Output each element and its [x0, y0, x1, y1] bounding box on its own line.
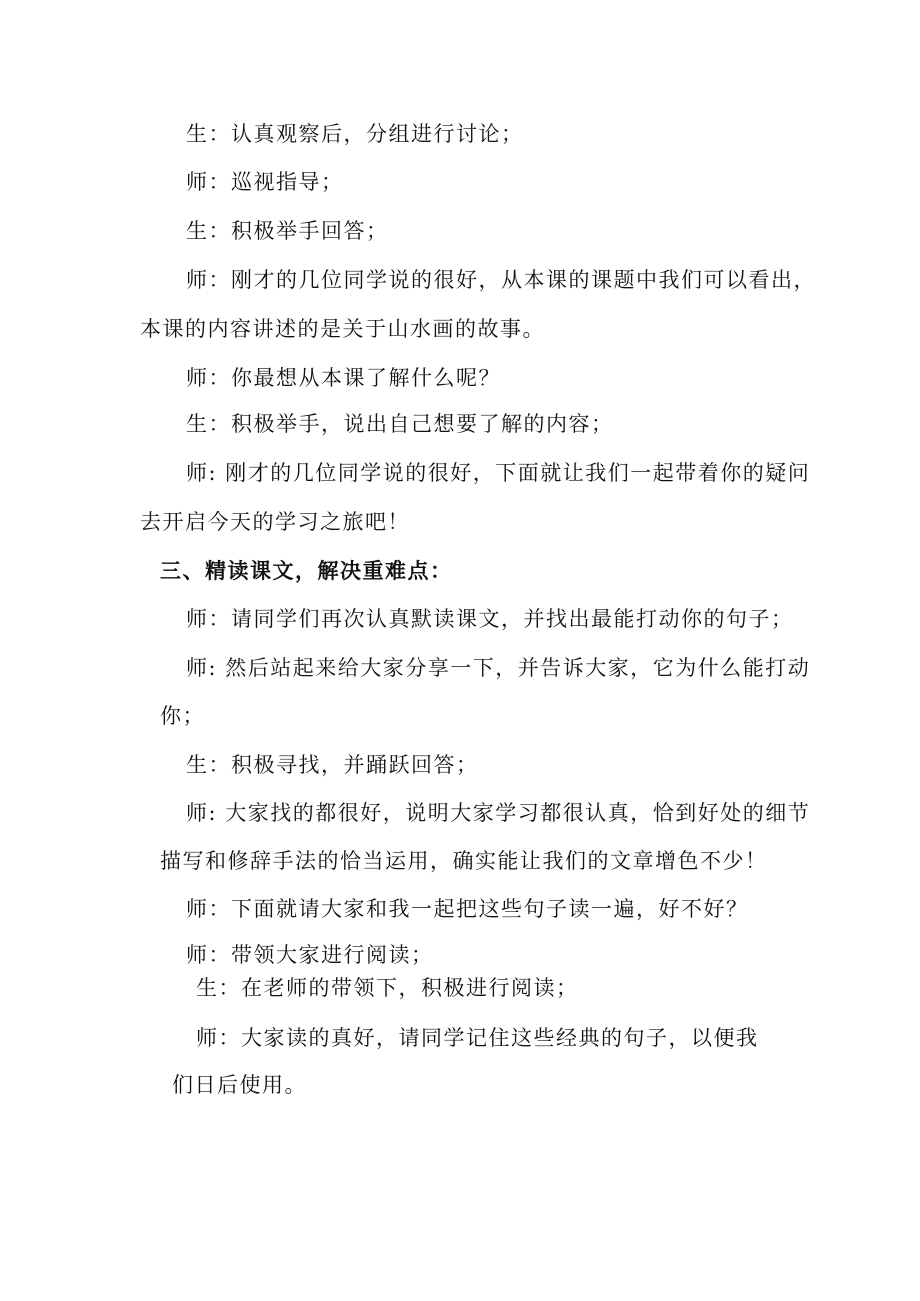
dialogue-line: 师：刚才的几位同学说的很好，从本课的课题中我们可以看出， — [186, 268, 816, 292]
dialogue-line: 师：大家读的真好，请同学记住这些经典的句子，以便我 — [196, 1026, 759, 1050]
dialogue-line: 生：在老师的带领下，积极进行阅读； — [196, 976, 579, 1000]
dialogue-line: 师：巡视指导； — [186, 170, 344, 194]
dialogue-line: 师：带领大家进行阅读； — [186, 943, 434, 967]
dialogue-line-continuation: 描写和修辞手法的恰当运用，确实能让我们的文章增色不少！ — [160, 849, 768, 873]
dialogue-line: 生：积极举手回答； — [186, 219, 389, 243]
dialogue-line: 生：积极举手，说出自己想要了解的内容； — [186, 412, 614, 436]
dialogue-line: 师: 大家找的都很好，说明大家学习都很认真，恰到好处的细节 — [186, 801, 811, 825]
dialogue-line-continuation: 你； — [160, 704, 205, 728]
dialogue-line: 师: 然后站起来给大家分享一下，并告诉大家，它为什么能打动 — [186, 656, 811, 680]
dialogue-line-continuation: 本课的内容讲述的是关于山水画的故事。 — [140, 317, 545, 341]
dialogue-line-continuation: 们日后使用。 — [172, 1073, 307, 1097]
dialogue-line: 师: 刚才的几位同学说的很好，下面就让我们一起带着你的疑问 — [186, 461, 811, 485]
dialogue-line: 师：请同学们再次认真默读课文，并找出最能打动你的句子； — [186, 607, 794, 631]
dialogue-line-continuation: 去开启今天的学习之旅吧！ — [140, 510, 410, 534]
dialogue-line: 生：认真观察后，分组进行讨论； — [186, 122, 524, 146]
dialogue-line: 生：积极寻找，并踊跃回答； — [186, 753, 479, 777]
section-heading: 三、精读课文，解决重难点： — [160, 558, 453, 583]
dialogue-line: 师：你最想从本课了解什么呢？ — [186, 366, 501, 390]
dialogue-line: 师：下面就请大家和我一起把这些句子读一遍，好不好？ — [186, 897, 749, 921]
